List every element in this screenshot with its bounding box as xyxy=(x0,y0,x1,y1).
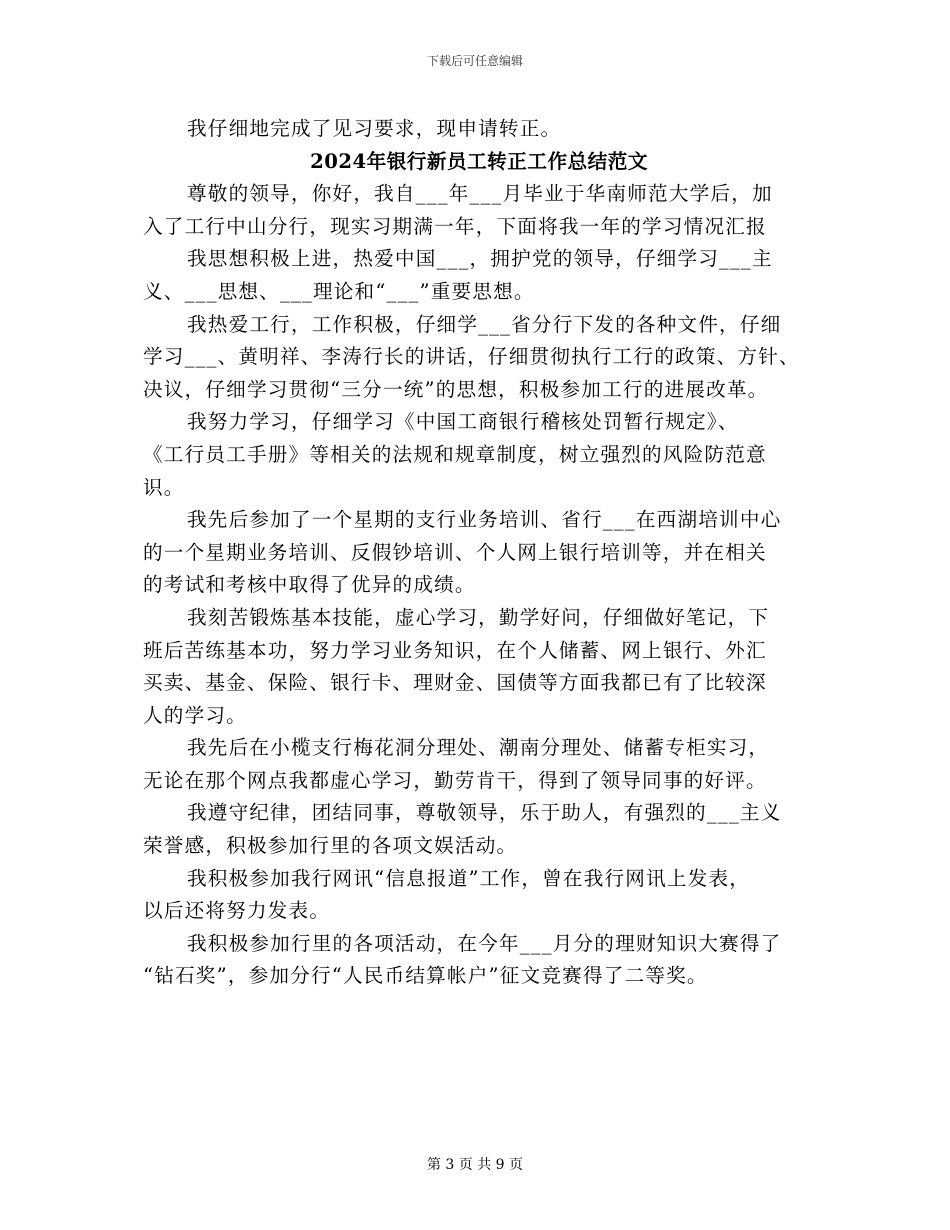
text-line: 荣誉感，积极参加行里的各项文娱活动。 xyxy=(143,834,518,858)
text-line: 我刻苦锻炼基本技能，虚心学习，勤学好问，仔细做好笔记，下 xyxy=(187,605,770,629)
text-line: 学习___、黄明祥、李涛行长的讲话，仔细贯彻执行工行的政策、方针、 xyxy=(143,345,800,369)
text-line: 我思想积极上进，热爱中国___，拥护党的领导，仔细学习___主 xyxy=(187,247,773,271)
text-line: “钻石奖”，参加分行“人民币结算帐户”征文竞赛得了二等奖。 xyxy=(143,964,708,988)
text-line: 人的学习。 xyxy=(143,703,247,727)
text-line: 我先后在小榄支行梅花洞分理处、潮南分理处、储蓄专柜实习， xyxy=(187,736,770,760)
text-line: 尊敬的领导，你好，我自___年___月毕业于华南师范大学后，加 xyxy=(187,182,773,206)
text-line: 买卖、基金、保险、银行卡、理财金、国债等方面我都已有了比较深 xyxy=(143,671,767,695)
document-body xyxy=(143,113,815,993)
text-line: 入了工行中山分行，现实习期满一年，下面将我一年的学习情况汇报 xyxy=(143,214,767,238)
text-line: 我积极参加我行网讯“信息报道”工作，曾在我行网讯上发表， xyxy=(187,866,751,890)
text-line: 《工行员工手册》等相关的法规和规章制度，树立强烈的风险防范意 xyxy=(143,442,767,466)
text-line: 的考试和考核中取得了优异的成绩。 xyxy=(143,573,476,597)
document-title: 2024年银行新员工转正工作总结范文 xyxy=(310,149,648,173)
text-line: 我努力学习，仔细学习《中国工商银行稽核处罚暂行规定》、 xyxy=(187,410,739,434)
text-line: 无论在那个网点我都虚心学习，勤劳肯干，得到了领导同事的好评。 xyxy=(143,768,767,792)
text-line: 以后还将努力发表。 xyxy=(143,899,331,923)
text-line: 我遵守纪律，团结同事，尊敬领导，乐于助人，有强烈的___主义 xyxy=(187,801,782,825)
text-line: 的一个星期业务培训、反假钞培训、个人网上银行培训等，并在相关 xyxy=(143,540,767,564)
text-line: 班后苦练基本功，努力学习业务知识，在个人储蓄、网上银行、外汇 xyxy=(143,638,767,662)
text-line: 我热爱工行，工作积极，仔细学___省分行下发的各种文件，仔细 xyxy=(187,312,782,336)
text-line: 我仔细地完成了见习要求，现申请转正。 xyxy=(187,117,562,140)
text-line: 义、___思想、___理论和“___”重要思想。 xyxy=(143,279,535,303)
page-header: 下载后可任意编辑 xyxy=(426,54,523,68)
page-footer: 第 3 页 共 9 页 xyxy=(426,1157,524,1173)
text-line: 我先后参加了一个星期的支行业务培训、省行___在西湖培训中心 xyxy=(187,508,782,532)
text-line: 我积极参加行里的各项活动，在今年___月分的理财知识大赛得了 xyxy=(187,931,782,955)
text-line: 决议，仔细学习贯彻“三分一统”的思想，积极参加工行的进展改革。 xyxy=(143,377,769,401)
text-line: 识。 xyxy=(143,475,185,499)
